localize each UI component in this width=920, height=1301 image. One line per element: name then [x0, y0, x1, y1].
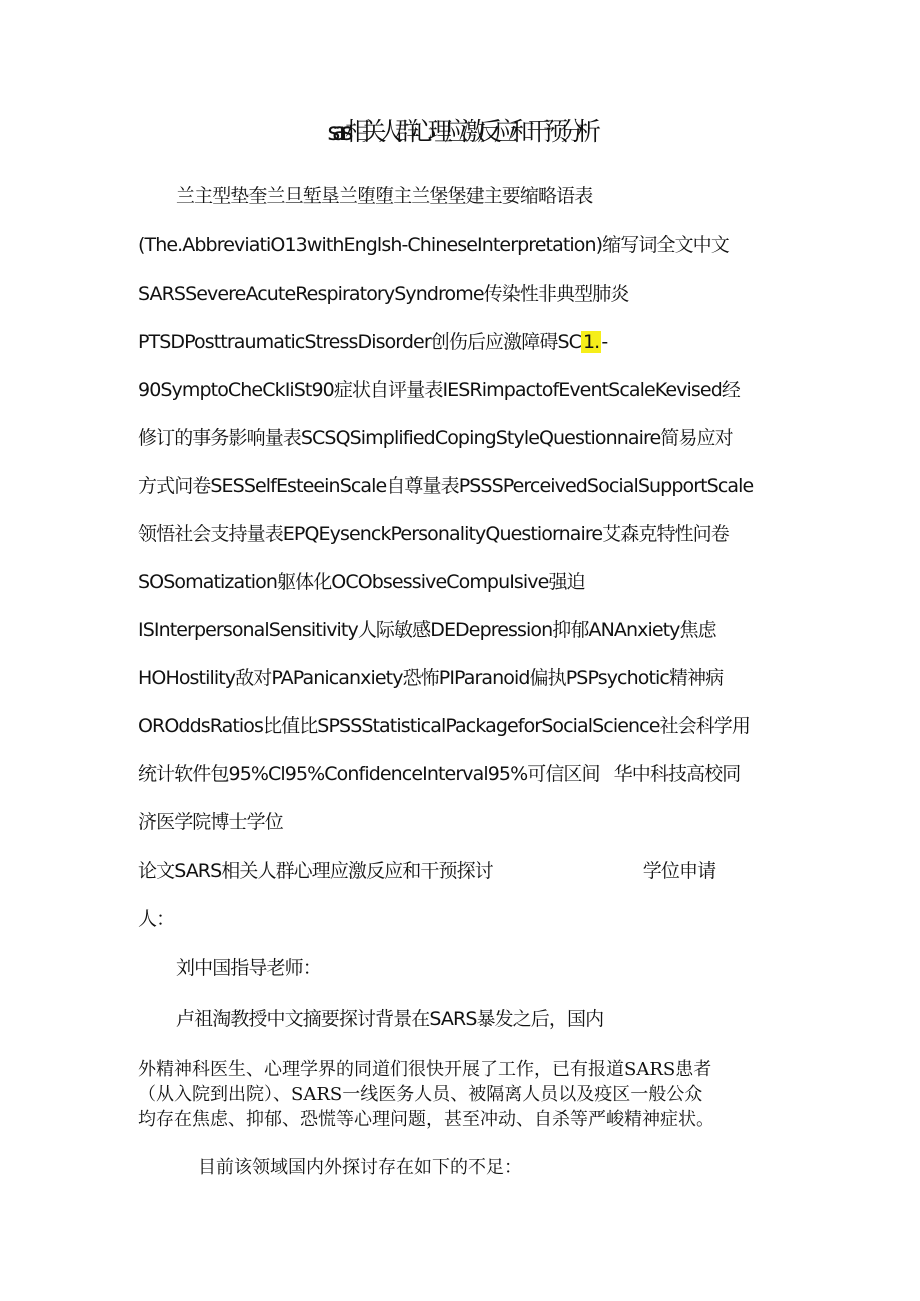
- body-line: 外精神科医生、心理学界的同道们很快开展了工作，已有报道SARS患者: [138, 1059, 712, 1080]
- abstract-first-line: 卢祖淘教授中文摘要探讨背景在SARS暴发之后，国内: [176, 1008, 604, 1030]
- text-segment: -: [601, 331, 608, 353]
- thesis-title: 论文SARS相关人群心理应激反应和干预探讨: [138, 860, 493, 882]
- text-line: 领悟社会支持量表EPQEysenckPersonalityQuestiornaire艾森克特性问卷: [138, 523, 729, 545]
- body-line: 目前该领域国内外探讨存在如下的不足：: [198, 1157, 522, 1178]
- applicant-label: 学位申请: [642, 860, 716, 882]
- thesis-title-line: [138, 856, 715, 883]
- text-line: [138, 327, 607, 354]
- text-line: OROddsRatios比值比SPSSStatisticalPackageforSocialScience社会科学用: [138, 715, 750, 737]
- abbreviation-heading: 兰主型垫奎兰旦堑垦兰堕堕主兰堡堡建主要缩略语表: [176, 185, 593, 207]
- highlighted-text: 1.: [582, 331, 600, 353]
- text-line: (The.AbbreviatiO13withEnglsh-ChineseInterpretation)缩写词全文中文: [138, 234, 729, 256]
- text-line: SARSSevereAcuteRespiratorySyndrome传染性非典型肺炎: [138, 283, 629, 305]
- text-line: 济医学院博士学位: [138, 811, 283, 833]
- text-line: SOSomatization躯体化OCObsessiveCompuIsive强迫: [138, 571, 585, 593]
- text-line: HOHostility敌对PAPanicanxiety恐怖PIParanoid偏执PSPsychotic精神病: [138, 667, 724, 689]
- document-title: sars相关人群心理应激反应和干预分析: [327, 117, 593, 146]
- body-line: 均存在焦虑、抑郁、恐慌等心理问题，甚至冲动、自杀等严峻精神症状。: [138, 1109, 714, 1130]
- body-line: （从入院到出院）、SARS一线医务人员、被隔离人员以及疫区一般公众: [138, 1084, 703, 1105]
- text-line: [138, 759, 740, 786]
- applicant-name: 刘中国指导老师：: [176, 957, 321, 979]
- text-line: 90SymptoCheCkIiSt90症状自评量表IESRimpactofEventScaleKevised经: [138, 379, 740, 401]
- text-segment: 统计软件包95%Cl95%ConfidenceInterval95%可信区间: [138, 763, 600, 785]
- text-segment: 华中科技高校同: [613, 763, 741, 785]
- text-line: 方式问卷SESSelfEsteeinScale自尊量表PSSSPerceivedSocialSupportScale: [138, 475, 754, 497]
- text-segment: PTSDPosttraumaticStressDisorder创伤后应激障碍SC: [138, 331, 581, 353]
- text-line: 修订的事务影响量表SCSQSimplifiedCopingStyleQuestionnaire简易应对: [138, 427, 733, 449]
- applicant-tail: 人：: [138, 908, 175, 930]
- text-line: ISInterpersonalSensitivity人际敏感DEDepression抑郁ANAnxiety焦虑: [138, 619, 716, 641]
